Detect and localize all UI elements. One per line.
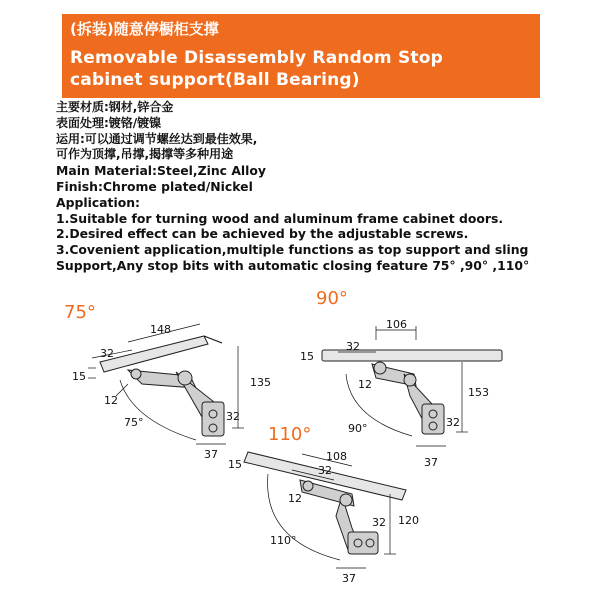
spec-line-usage-cn-2: 可作为顶撑,吊撑,揭撑等多种用途 [56,147,234,162]
spec-line-finish-en: Finish:Chrome plated/Nickel [56,178,253,194]
diagram-75 [64,302,271,461]
spec-line-application-1: 1.Suitable for turning wood and aluminum frame cabinet doors. [56,210,504,226]
diagram-110 [228,424,419,585]
dim-32-side-90: 32 [446,416,460,429]
dim-angle-110: 110° [270,534,297,547]
angle-title-90: 90° [316,288,348,309]
spec-line-material-cn: 主要材质:钢材,锌合金 [56,100,174,114]
spec-line-usage-cn-1: 运用:可以通过调节螺丝达到最佳效果, [56,131,258,146]
dim-12-75: 12 [104,394,118,407]
dim-15-110: 15 [228,458,242,471]
dim-angle-75: 75° [124,416,144,429]
chinese-title: (拆装)随意停橱柜支撑 [70,20,219,38]
spec-line-application-4: Support,Any stop bits with automatic closing feature 75° ,90° ,110° [56,257,530,273]
dim-32-side-75: 32 [226,410,240,423]
angle-title-110: 110° [268,424,312,445]
dim-108: 108 [326,450,347,463]
dim-32-top-75: 32 [100,347,114,360]
dim-angle-90: 90° [348,422,368,435]
dim-32-top-90: 32 [346,340,360,353]
angle-title-75: 75° [64,302,96,323]
door-panel-75 [100,336,208,372]
dim-12-90: 12 [358,378,372,391]
dim-37-75: 37 [204,448,218,461]
dim-37-110: 37 [342,572,356,585]
dim-106: 106 [386,318,407,331]
dim-148: 148 [150,323,171,336]
dim-12-110: 12 [288,492,302,505]
spec-line-application-2: 2.Desired effect can be achieved by the adjustable screws. [56,226,469,242]
dim-32-top-110: 32 [318,464,332,477]
spec-line-application-3: 3.Covenient application,multiple functions as top support and sling [56,242,529,258]
dim-135: 135 [250,376,271,389]
spec-line-material-en: Main Material:Steel,Zinc Alloy [56,163,267,179]
dim-120: 120 [398,514,419,527]
dim-153: 153 [468,386,489,399]
spec-line-application-heading: Application: [56,194,140,210]
spec-line-finish-cn: 表面处理:镀铬/镀镍 [56,115,162,130]
dim-15-75: 15 [72,370,86,383]
dim-37-90: 37 [424,456,438,469]
dim-32-side-110: 32 [372,516,386,529]
dim-15-90: 15 [300,350,314,363]
diagram-90 [300,288,502,469]
english-title-line-2: cabinet support(Ball Bearing) [70,70,360,90]
english-title-line-1: Removable Disassembly Random Stop [70,48,443,68]
